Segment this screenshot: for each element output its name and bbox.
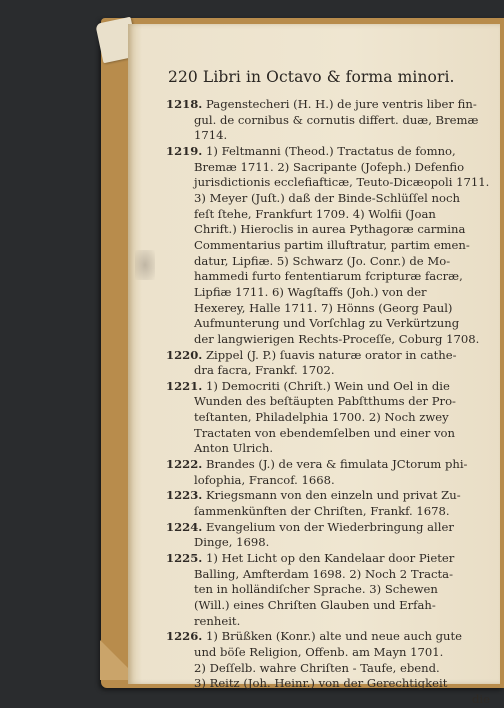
entry-number: 1221.: [166, 378, 203, 393]
running-header: [168, 68, 455, 86]
entry-line: Dinge, 1698.: [194, 535, 270, 550]
entry-line: Lipfiæ 1711. 6) Wagſtaffs (Joh.) von der: [194, 284, 427, 299]
entry-number: 1226.: [166, 629, 203, 644]
entry-line: Commentarius partim illuftratur, partim emen-: [194, 237, 470, 252]
entry-line: gul. de cornibus & cornutis differt. duæ, Bremæ: [194, 112, 479, 127]
entry-line: und böſe Religion, Offenb. am Mayn 1701.: [194, 644, 444, 659]
entry-line: teſtanten, Philadelphia 1700. 2) Noch zwey: [194, 410, 449, 425]
entry-line: 1223. Kriegsmann von den einzeln und privat Zu-: [166, 488, 461, 503]
entry-line: 3) Reitz (Joh. Heinr.) von der Gerechtigkeit: [194, 676, 448, 691]
entry-line: Balling, Amfterdam 1698. 2) Noch 2 Tracta-: [194, 566, 454, 581]
entry-line: hammedi furto fententiarum fcripturæ facræ,: [194, 269, 463, 284]
catchword: die: [472, 691, 490, 706]
catalogue-entry: [166, 551, 490, 629]
entry-line: dra facra, Frankf. 1702.: [194, 363, 335, 378]
entry-line: 1222. Brandes (J.) de vera & fimulata JCtorum phi-: [166, 457, 468, 472]
entry-line: 3) Meyer (Juſt.) daß der Binde-Schlüſſel noch: [194, 190, 460, 205]
entry-line: Aufmunterung und Vorſchlag zu Verkürtzung: [194, 316, 460, 331]
entry-line: Chrift.) Hieroclis in aurea Pythagoræ carmina: [194, 222, 466, 237]
entry-line: ſammenkünften der Chriſten, Frankf. 1678.: [194, 504, 450, 519]
catalogue-entry: [166, 457, 490, 488]
entry-line: 1224. Evangelium von der Wiederbringung aller: [166, 519, 454, 534]
entry-line: Bremæ 1711. 2) Sacripante (Jofeph.) Defenfio: [194, 159, 465, 174]
entry-line: Tractaten von ebendemſelben und einer von: [194, 425, 455, 440]
entry-line: 1714.: [194, 128, 228, 143]
entry-line: 1218. Pagenstecheri (H. H.) de jure ventris liber fin-: [166, 97, 477, 111]
entry-line: der langwierigen Rechts-Proceſſe, Coburg 1708.: [194, 331, 480, 346]
catalogue-entry: [166, 348, 490, 379]
entry-line: renheit.: [194, 613, 241, 628]
entry-number: 1222.: [166, 457, 203, 472]
entry-line: feſt ſtehe, Frankfurt 1709. 4) Wolfii (Joan: [194, 206, 436, 221]
entry-line: 2) Deſſelb. wahre Chriſten - Taufe, ebend.: [194, 660, 440, 675]
catalogue-entry: [166, 144, 490, 348]
entry-line: Anton Ulrich.: [194, 441, 274, 456]
entry-line: 1220. Zippel (J. P.) ſuavis naturæ orator in cathe-: [166, 347, 457, 362]
entry-number: 1225.: [166, 551, 203, 566]
entry-line: jurisdictionis ecclefiafticæ, Teuto-Dicæopoli 1711.: [194, 175, 490, 190]
entry-number: 1219.: [166, 143, 203, 158]
catalogue-entry: [166, 488, 490, 519]
entry-number: 1220.: [166, 347, 203, 362]
entry-line: 1226. 1) Brüßken (Konr.) alte und neue auch gute: [166, 629, 463, 644]
catalogue-entry: [166, 520, 490, 551]
entry-number: 1218.: [166, 97, 203, 111]
entry-line: 1219. 1) Feltmanni (Theod.) Tractatus de fomno,: [166, 143, 456, 158]
entry-number: 1224.: [166, 519, 203, 534]
entry-number: 1223.: [166, 488, 203, 503]
entry-line: 1225. 1) Het Licht op den Kandelaar door Pieter: [166, 551, 455, 566]
page-stain: [135, 250, 155, 280]
page-number: 220: [168, 68, 198, 86]
catalogue-entry: [166, 379, 490, 457]
entry-line: ten in holländiſcher Sprache. 3) Schewen: [194, 582, 438, 597]
entry-line: (Will.) eines Chriſten Glauben und Erfah-: [194, 598, 436, 612]
catalogue-entry: [166, 629, 490, 692]
catalogue-entries: [166, 97, 490, 708]
catalogue-entry: [166, 97, 490, 144]
entry-line: lofophia, Francof. 1668.: [194, 472, 335, 487]
entry-line: 1221. 1) Democriti (Chriſt.) Wein und Oel in die: [166, 378, 450, 393]
entry-line: Hexerey, Halle 1711. 7) Hönns (Georg Paul): [194, 300, 453, 315]
entry-line: datur, Lipfiæ. 5) Schwarz (Jo. Conr.) de Mo-: [194, 253, 451, 268]
page-title: Libri in Octavo & forma minori.: [202, 68, 455, 86]
entry-line: Wunden des beſtäupten Pabſtthums der Pro-: [194, 394, 456, 409]
